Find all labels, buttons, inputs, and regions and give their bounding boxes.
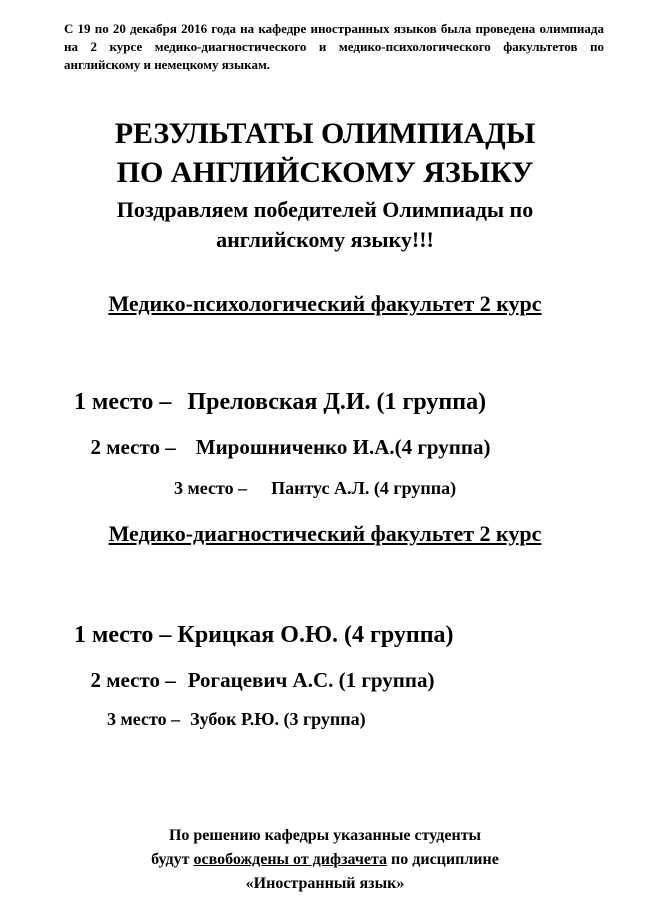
footer-line-2 — [0, 849, 650, 871]
page-title-line-1: РЕЗУЛЬТАТЫ ОЛИМПИАДЫ — [114, 117, 536, 150]
footer-line-2-suffix: по дисциплине — [387, 851, 499, 868]
faculty-heading-diagnostics: Медико-диагностический факультет 2 курс — [108, 521, 542, 546]
footer-line-1: По решению кафедры указанные студенты — [168, 827, 482, 844]
winner-name: Зубок Р.Ю. (3 группа) — [190, 709, 366, 729]
place-label: 2 место – — [90, 435, 176, 459]
winner-name: Крицкая О.Ю. (4 группа) — [177, 622, 454, 648]
place-label: 1 место – — [74, 622, 172, 648]
place-label: 2 место – — [90, 668, 176, 692]
winner-name: Преловская Д.И. (1 группа) — [187, 389, 487, 415]
footer-discipline: «Иностранный язык» — [245, 875, 405, 892]
place-row — [165, 452, 456, 500]
footer-line-2-prefix: будут — [151, 851, 194, 868]
intro-paragraph: С 19 по 20 декабря 2016 года на кафедре иностранных языков была проведена олимпиада на 2 курсе медико-диагностического и медико-психологического факультетов по английскому и немецкому языкам. — [64, 21, 604, 72]
place-row — [98, 683, 366, 731]
footer-exemption-text: освобождены от дифзачета — [193, 851, 388, 868]
place-label: 1 место – — [74, 389, 172, 415]
winner-name: Пантус А.Л. (4 группа) — [271, 478, 457, 498]
winner-name: Мирошниченко И.А.(4 группа) — [195, 435, 491, 459]
faculty-heading-psychology: Медико-психологический факультет 2 курс — [108, 291, 542, 316]
page-title-line-2: ПО АНГЛИЙСКОМУ ЯЗЫКУ — [116, 156, 534, 189]
place-label: 3 место – — [174, 478, 248, 498]
congrats-line-2: английскому языку!!! — [216, 227, 434, 252]
place-label: 3 место – — [107, 709, 181, 729]
winner-name: Рогацевич А.С. (1 группа) — [187, 668, 435, 692]
congrats-line-1: Поздравляем победителей Олимпиады по — [116, 197, 534, 222]
